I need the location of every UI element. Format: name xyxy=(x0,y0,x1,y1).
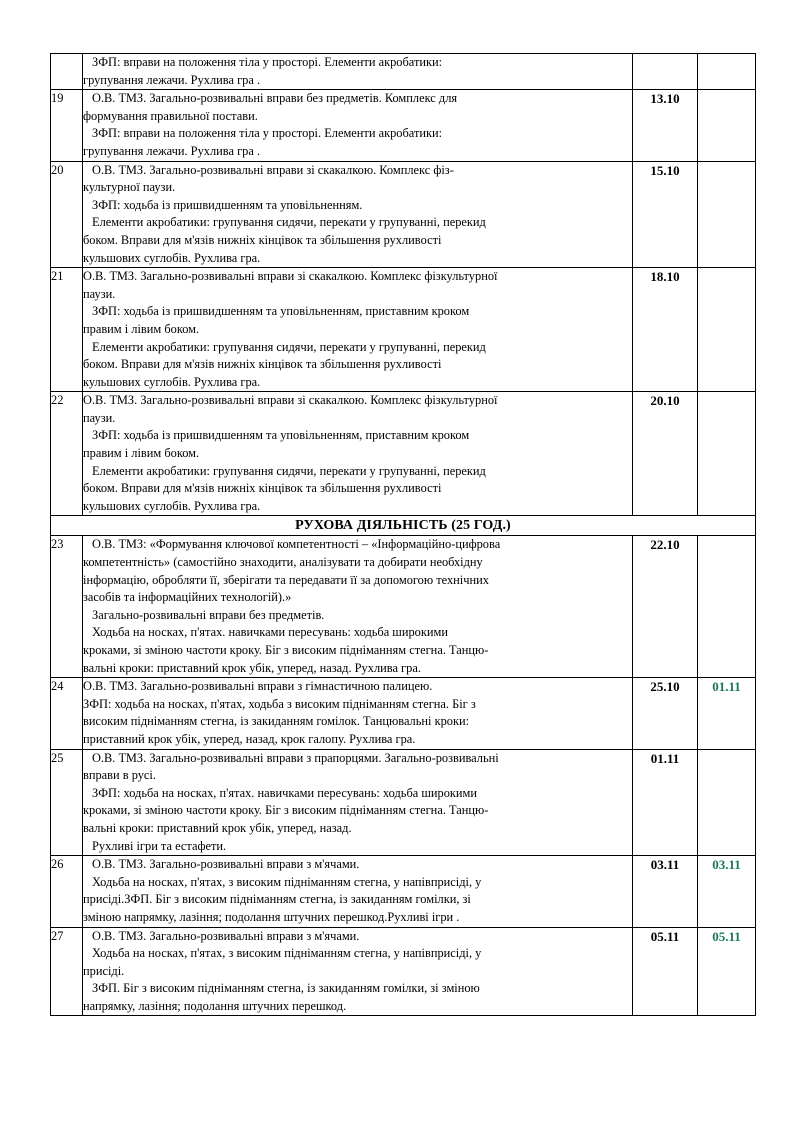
date-plan-cell: 22.10 xyxy=(633,536,698,678)
content-line: ЗФП: вправи на положення тіла у просторі. Елементи акробатики: xyxy=(92,126,443,141)
lesson-number-cell: 23 xyxy=(51,536,83,678)
section-header-row xyxy=(51,516,756,536)
lesson-number-cell: 24 xyxy=(51,678,83,749)
content-line: присіді.ЗФП. Біг з високим підніманням стегна, із закиданням гомілки, зі xyxy=(83,892,471,907)
lesson-content-cell xyxy=(83,54,633,90)
date-plan-cell: 25.10 xyxy=(633,678,698,749)
lesson-number-cell: 21 xyxy=(51,268,83,392)
date-actual-cell xyxy=(698,392,756,516)
content-line: О.В. ТМЗ. Загально-розвивальні вправи зі скакалкою. Комплекс фіз- xyxy=(92,162,454,177)
content-line: Ходьба на носках, п'ятах, з високим підніманням стегна, у напівприсіді, у xyxy=(92,946,482,961)
lesson-number-cell: 27 xyxy=(51,927,83,1016)
table-row xyxy=(51,54,756,90)
content-line: ЗФП: ходьба із пришвидшенням та уповільненням, приставним кроком xyxy=(92,304,470,319)
content-line: правим і лівим боком. xyxy=(83,446,200,461)
date-plan-cell xyxy=(633,54,698,90)
content-line: вправи в русі. xyxy=(83,768,156,783)
lesson-content-cell xyxy=(83,749,633,856)
content-line: кульшових суглобів. Рухлива гра. xyxy=(83,250,261,265)
date-actual-cell xyxy=(698,268,756,392)
date-plan-cell: 15.10 xyxy=(633,161,698,268)
table-row xyxy=(51,90,756,161)
lesson-content-cell xyxy=(83,161,633,268)
content-line: інформацію, обробляти її, зберігати та передавати її за допомогою технічних xyxy=(83,572,489,587)
content-line: ЗФП: ходьба із пришвидшенням та уповільненням. xyxy=(92,197,363,212)
content-line: приставний крок убік, уперед, назад, крок галопу. Рухлива гра. xyxy=(83,731,416,746)
content-line: Загально-розвивальні вправи без предметів. xyxy=(92,607,325,622)
content-line: Ходьба на носках, п'ятах. навичками пересувань: ходьба широкими xyxy=(92,625,448,640)
content-line: боком. Вправи для м'язів нижніх кінцівок та збільшення рухливості xyxy=(83,357,442,372)
date-plan-cell: 05.11 xyxy=(633,927,698,1016)
date-actual-cell: 05.11 xyxy=(698,927,756,1016)
content-line: ЗФП: вправи на положення тіла у просторі. Елементи акробатики: xyxy=(92,55,443,69)
content-line: О.В. ТМЗ: «Формування ключової компетентності – «Інформаційно-цифрова xyxy=(92,537,501,552)
content-line: О.В. ТМЗ. Загально-розвивальні вправи зі скакалкою. Комплекс фізкультурної xyxy=(83,269,498,284)
content-line: високим підніманням стегна, із закиданням гомілок. Танцювальні кроки: xyxy=(83,714,470,729)
content-line: ЗФП: ходьба на носках, п'ятах. навичками пересувань: ходьба широкими xyxy=(92,785,478,800)
date-plan-cell: 01.11 xyxy=(633,749,698,856)
date-plan-cell: 20.10 xyxy=(633,392,698,516)
content-line: О.В. ТМЗ. Загально-розвивальні вправи з м'ячами. xyxy=(92,928,360,943)
table-row xyxy=(51,161,756,268)
table-row xyxy=(51,392,756,516)
lesson-content-cell xyxy=(83,90,633,161)
date-plan-cell: 03.11 xyxy=(633,856,698,927)
content-line: формування правильної постави. xyxy=(83,108,258,123)
content-line: зміною напрямку, лазіння; подолання штучних перешкод.Рухливі ігри . xyxy=(83,909,460,924)
content-line: компетентність» (самостійно знаходити, аналізувати та добирати необхідну xyxy=(83,555,483,570)
lesson-content-cell xyxy=(83,392,633,516)
content-line: правим і лівим боком. xyxy=(83,321,200,336)
lesson-plan-table xyxy=(50,53,756,1016)
date-plan-cell: 13.10 xyxy=(633,90,698,161)
content-line: О.В. ТМЗ. Загально-розвивальні вправи з прапорцями. Загально-розвивальні xyxy=(92,750,499,765)
lesson-content-cell xyxy=(83,856,633,927)
lesson-content-cell xyxy=(83,678,633,749)
content-line: кульшових суглобів. Рухлива гра. xyxy=(83,374,261,389)
table-row xyxy=(51,749,756,856)
date-actual-cell: 03.11 xyxy=(698,856,756,927)
content-line: ЗФП. Біг з високим підніманням стегна, із закиданням гомілки, зі зміною xyxy=(92,981,480,996)
date-actual-cell xyxy=(698,54,756,90)
content-line: Ходьба на носках, п'ятах, з високим підніманням стегна, у напівприсіді, у xyxy=(92,874,482,889)
content-line: кульшових суглобів. Рухлива гра. xyxy=(83,498,261,513)
table-row xyxy=(51,268,756,392)
date-actual-cell xyxy=(698,161,756,268)
content-line: ЗФП: ходьба із пришвидшенням та уповільненням, приставним кроком xyxy=(92,428,470,443)
content-line: Елементи акробатики: групування сидячи, перекати у групуванні, перекид xyxy=(92,339,486,354)
date-actual-cell xyxy=(698,536,756,678)
content-line: групування лежачи. Рухлива гра . xyxy=(83,143,261,158)
content-line: боком. Вправи для м'язів нижніх кінцівок та збільшення рухливості xyxy=(83,481,442,496)
lesson-number-cell: 20 xyxy=(51,161,83,268)
content-line: вальні кроки: приставний крок убік, уперед, назад. xyxy=(83,820,352,835)
date-actual-cell: 01.11 xyxy=(698,678,756,749)
lesson-number-cell: 26 xyxy=(51,856,83,927)
lesson-content-cell xyxy=(83,536,633,678)
content-line: паузи. xyxy=(83,286,116,301)
lesson-number-cell: 25 xyxy=(51,749,83,856)
lesson-number-cell: 19 xyxy=(51,90,83,161)
content-line: напрямку, лазіння; подолання штучних перешкод. xyxy=(83,998,347,1013)
content-line: кроками, зі зміною частоти кроку. Біг з високим підніманням стегна. Танцю- xyxy=(83,643,489,657)
date-actual-cell xyxy=(698,749,756,856)
content-line: Рухливі ігри та естафети. xyxy=(92,838,227,853)
content-line: групування лежачи. Рухлива гра . xyxy=(83,72,261,87)
content-line: паузи. xyxy=(83,410,116,425)
content-line: Елементи акробатики: групування сидячи, перекати у групуванні, перекид xyxy=(92,215,486,230)
lesson-number-cell xyxy=(51,54,83,90)
content-line: О.В. ТМЗ. Загально-розвивальні вправи з гімнастичною палицею. xyxy=(83,679,433,694)
lesson-content-cell xyxy=(83,268,633,392)
table-row xyxy=(51,856,756,927)
table-row xyxy=(51,536,756,678)
content-line: культурної паузи. xyxy=(83,180,176,195)
content-line: вальні кроки: приставний крок убік, уперед, назад. Рухлива гра. xyxy=(83,660,421,675)
content-line: О.В. ТМЗ. Загально-розвивальні вправи з м'ячами. xyxy=(92,857,360,872)
content-line: присіді. xyxy=(83,963,125,978)
date-plan-cell: 18.10 xyxy=(633,268,698,392)
content-line: засобів та інформаційних технологій).» xyxy=(83,590,292,605)
date-actual-cell xyxy=(698,90,756,161)
content-line: боком. Вправи для м'язів нижніх кінцівок та збільшення рухливості xyxy=(83,232,442,247)
content-line: О.В. ТМЗ. Загально-розвивальні вправи без предметів. Комплекс для xyxy=(92,91,458,106)
lesson-plan-body xyxy=(51,54,756,1016)
content-line: О.В. ТМЗ. Загально-розвивальні вправи зі скакалкою. Комплекс фізкультурної xyxy=(83,393,498,408)
table-row xyxy=(51,927,756,1016)
content-line: ЗФП: ходьба на носках, п'ятах, ходьба з високим підніманням стегна. Біг з xyxy=(83,696,476,711)
section-title: РУХОВА ДІЯЛЬНІСТЬ (25 ГОД.) xyxy=(51,516,756,536)
content-line: Елементи акробатики: групування сидячи, перекати у групуванні, перекид xyxy=(92,463,486,478)
content-line: кроками, зі зміною частоти кроку. Біг з високим підніманням стегна. Танцю- xyxy=(83,803,489,818)
table-row xyxy=(51,678,756,749)
lesson-number-cell: 22 xyxy=(51,392,83,516)
lesson-content-cell xyxy=(83,927,633,1016)
